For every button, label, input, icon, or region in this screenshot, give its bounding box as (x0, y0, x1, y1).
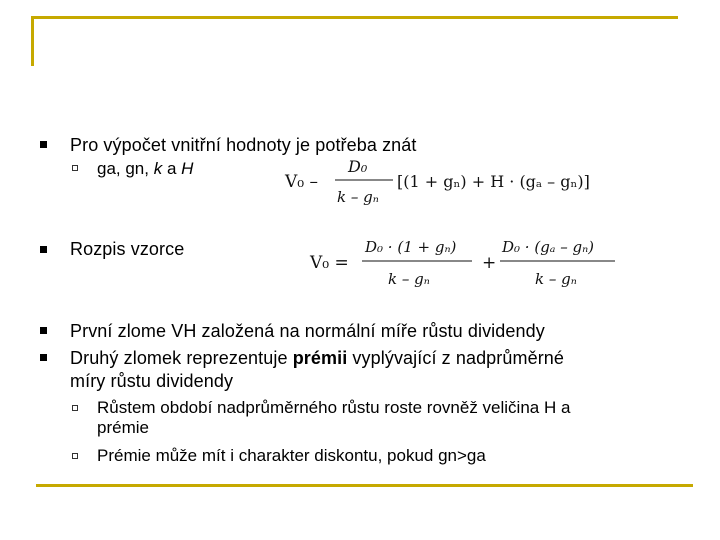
bullet-4-line-2: míry růstu dividendy (70, 371, 234, 391)
formula-1-rhs: [(1 + gₙ) + H · (gₐ – gₙ)] (397, 172, 590, 191)
bullet-marker (40, 327, 47, 334)
frame-top-line (31, 16, 678, 19)
bullet-4-sub-1-line-1: Růstem období nadprůměrného růstu roste rovněž veličina H a (97, 398, 571, 417)
variable-h: H (181, 159, 194, 178)
formula-2-denominator-1: k – gₙ (388, 270, 430, 288)
formula-1-lhs: V₀ – (285, 172, 318, 192)
bullet-1-sub-text (97, 159, 193, 179)
bullet-marker (40, 246, 47, 253)
bullet-4-prefix: Druhý zlomek reprezentuje (70, 348, 293, 368)
sub-text-middle: a (162, 159, 182, 178)
bullet-4-sub-2-text: Prémie může mít i charakter diskontu, pokud gn>ga (97, 446, 486, 465)
formula-2-lhs: V₀ = (310, 253, 349, 273)
sub-bullet-marker (72, 405, 78, 411)
bullet-marker (40, 141, 47, 148)
sub-bullet-marker (72, 165, 78, 171)
formula-1-denominator: k – gₙ (337, 188, 379, 206)
bullet-3-text: První zlome VH založená na normální míře růstu dividendy (70, 321, 545, 341)
bullet-4-suffix: vyplývající z nadprůměrné (347, 348, 565, 368)
bullet-marker (40, 354, 47, 361)
bullet-1-text: Pro výpočet vnitřní hodnoty je potřeba znát (70, 135, 417, 155)
frame-left-line (31, 16, 34, 66)
formula-2 (310, 232, 630, 292)
frame-bottom-line (36, 484, 693, 487)
bullet-4-line-1 (70, 347, 564, 369)
formula-1-numerator: D₀ (348, 157, 368, 176)
formula-2-numerator-2: D₀ · (gₐ – gₙ) (502, 238, 594, 256)
bullet-4-bold-word: prémii (292, 348, 348, 368)
formula-2-numerator-1: D₀ · (1 + gₙ) (365, 238, 457, 256)
formula-1 (285, 152, 625, 212)
sub-text-prefix: ga, gn, (97, 159, 154, 178)
formula-2-denominator-2: k – gₙ (535, 270, 577, 288)
bullet-2-text: Rozpis vzorce (70, 239, 185, 259)
formula-2-plus: + (482, 253, 497, 273)
bullet-4-sub-1-line-2: prémie (97, 418, 149, 437)
sub-bullet-marker (72, 453, 78, 459)
variable-k: k (153, 159, 163, 178)
